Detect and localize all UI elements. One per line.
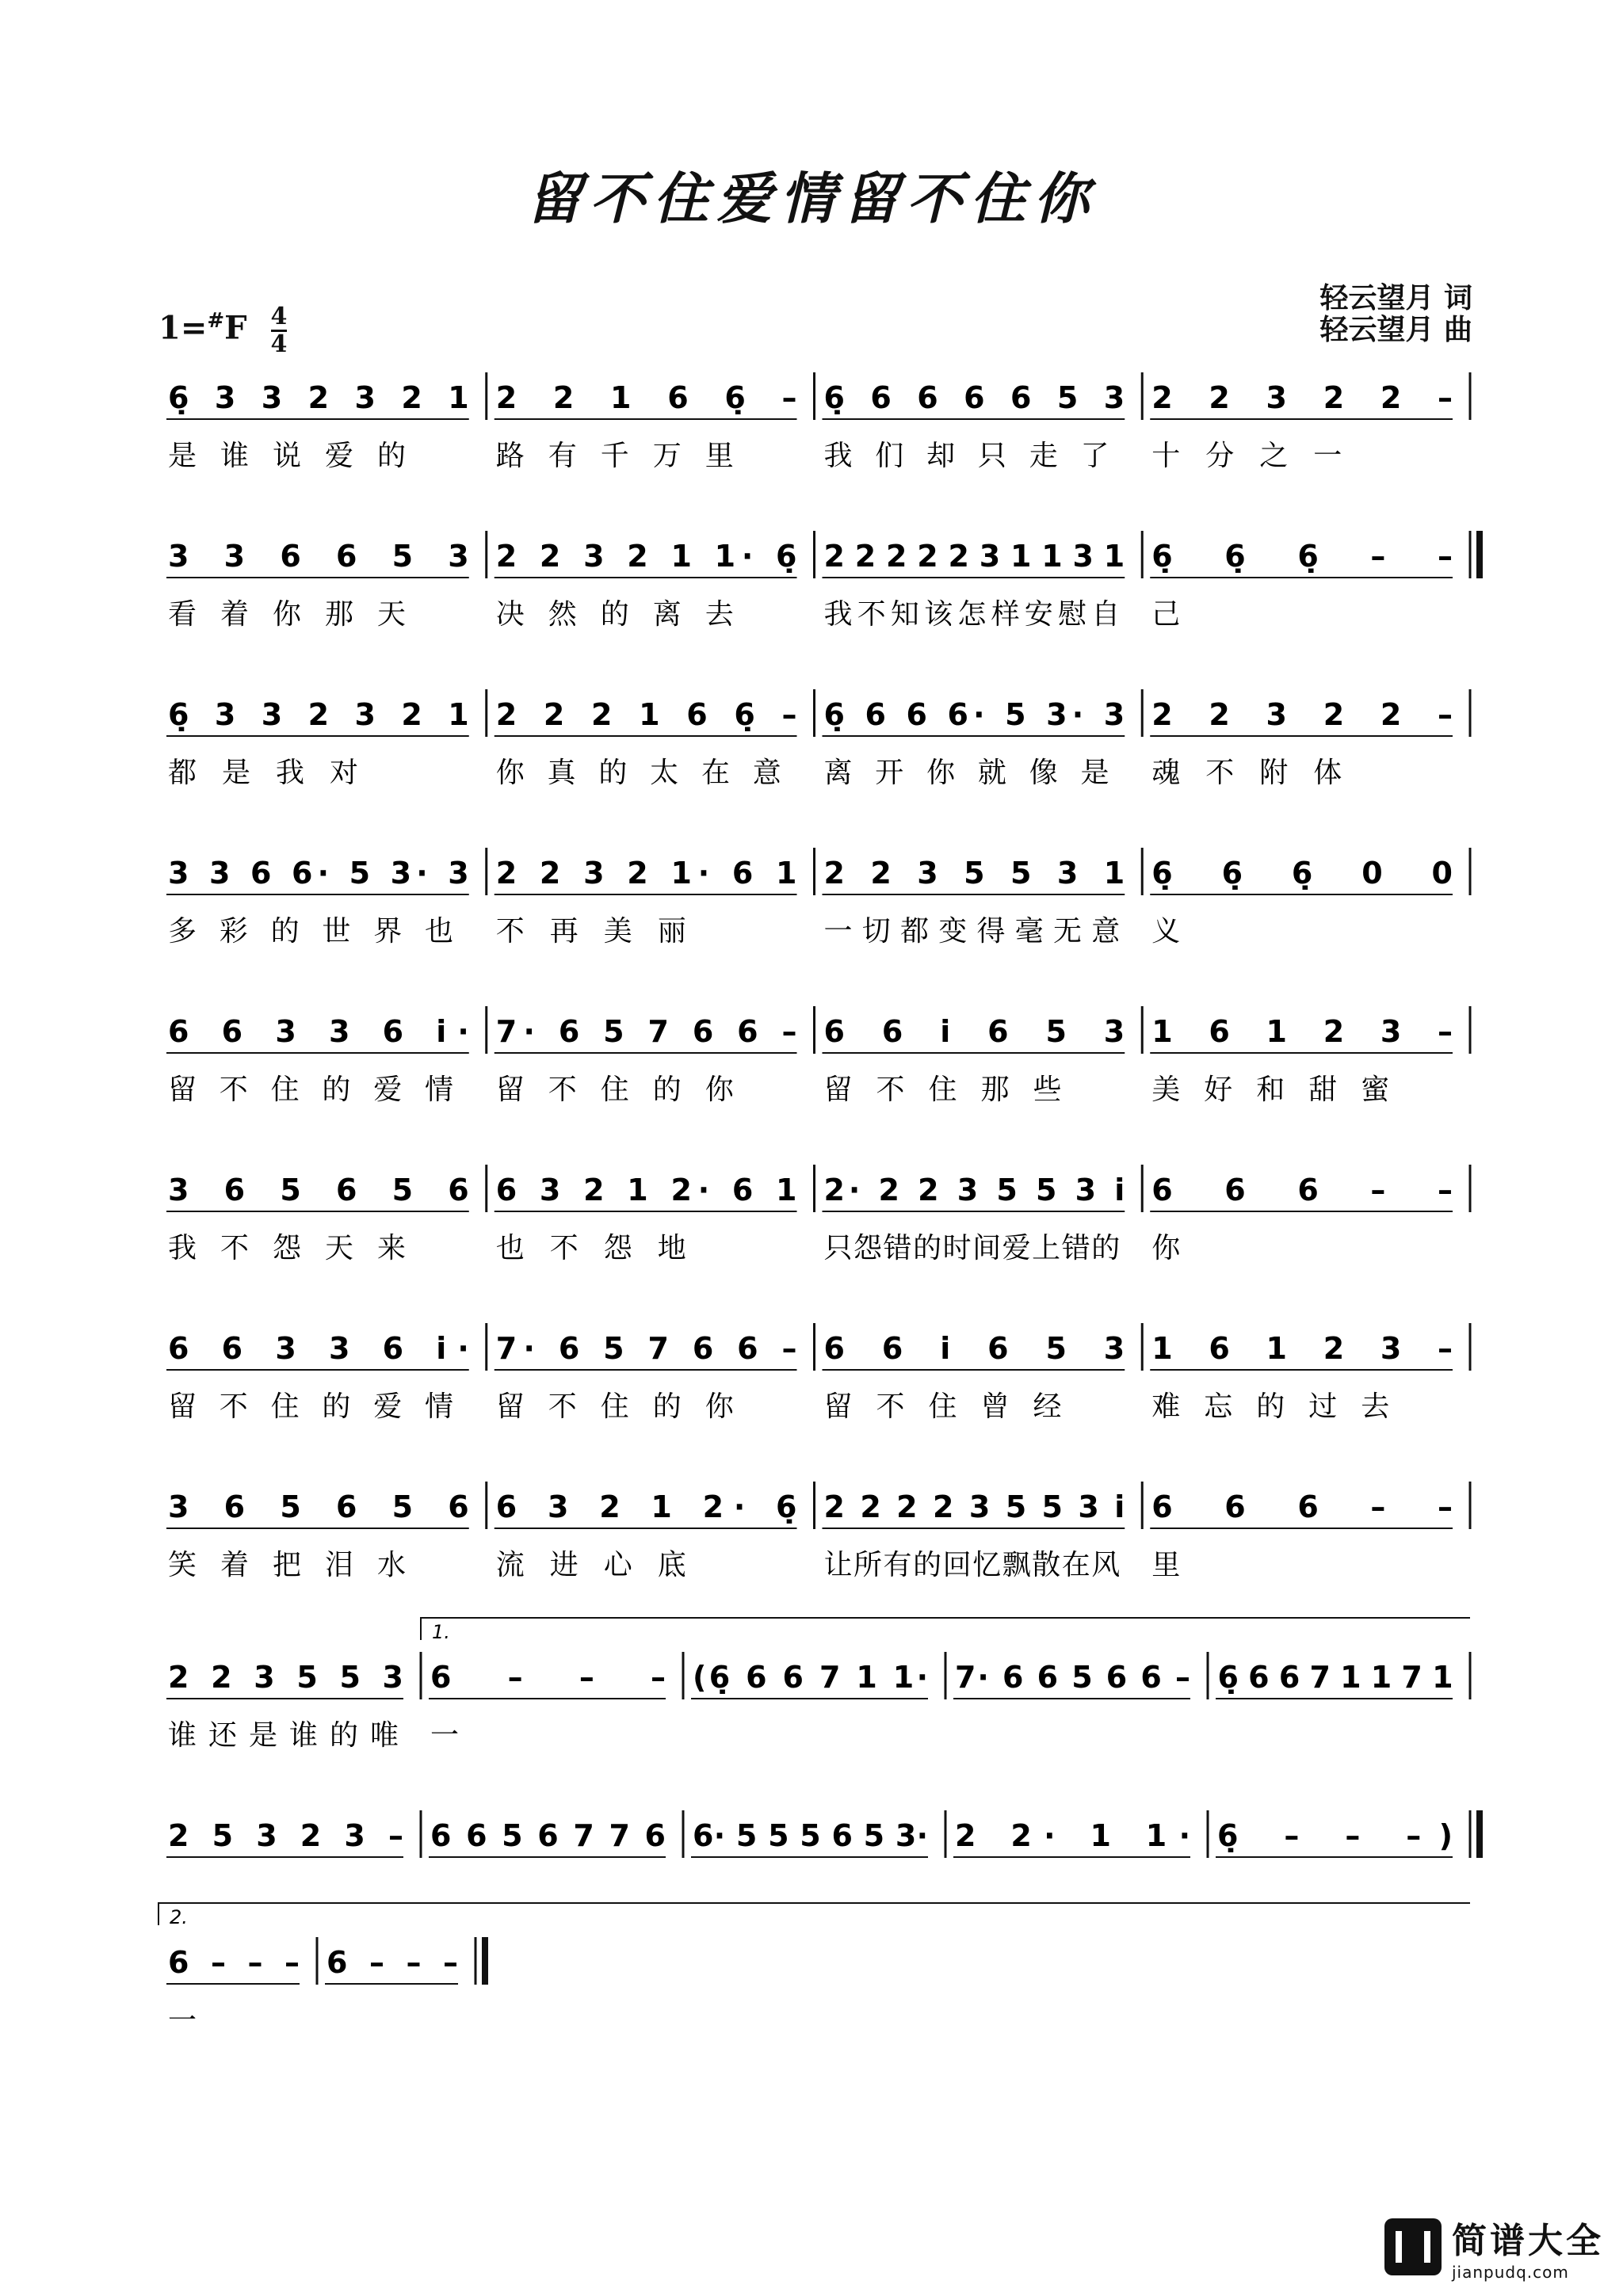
measure-notes: 2 5 3 2 3 –: [168, 1818, 403, 1853]
measure-notes: 6 – – –: [327, 1945, 458, 1980]
measure-notes: 2 2 3 5 5 3 1: [823, 856, 1125, 891]
measure-notes: 6 3 2 1 2· 6̣: [495, 1489, 797, 1524]
measure-notes: 6̣ – – –): [1217, 1818, 1453, 1853]
measure-notes: 6· 5 5 5 6 5 3·: [693, 1818, 928, 1853]
lyric-text: 留不住那些: [823, 1074, 1062, 1106]
measure-notes: 3 6 5 6 5 6: [168, 1489, 469, 1524]
lyric-text: 让所有的回忆飘散在风: [823, 1549, 1121, 1581]
lyric-text: 决然的离去: [495, 598, 734, 631]
measure-notes: 7· 6 5 7 6 6 –: [495, 1014, 797, 1049]
lyric-text: 我不知该怎样安慰自: [823, 598, 1121, 631]
lyric-text: 你: [1151, 1232, 1181, 1264]
lyric-text: 我不怨天来: [168, 1232, 406, 1264]
volta-bracket: [158, 1903, 1470, 1925]
measure-notes: 7· 6 5 7 6 6 –: [495, 1331, 797, 1366]
sharp-sign: #: [207, 309, 225, 334]
lyric-text: 路有千万里: [495, 440, 734, 472]
volta-label: 2.: [170, 1906, 188, 1928]
lyric-text: 我们却只走了: [823, 440, 1109, 472]
measure-notes: 2 2 2 1 6 6̣ –: [495, 697, 797, 732]
measure-notes: 6 6 3 3 6 i·: [168, 1331, 469, 1366]
measure-notes: 2 2 3 2 2 –: [1151, 380, 1453, 415]
measure-notes: 6 – – –: [168, 1945, 300, 1980]
measure-notes: 6̣ 3 3 2 3 2 1: [168, 697, 469, 732]
measure-notes: 6̣ 6̣ 6̣ 0 0: [1151, 856, 1453, 891]
watermark-name: 简谱大全: [1452, 2221, 1604, 2261]
lyric-text: 多彩的世界也: [168, 915, 453, 948]
lyric-text: 离开你就像是: [823, 757, 1109, 789]
measure-notes: 7· 6 6 5 6 6 –: [955, 1660, 1190, 1695]
lyric-text: 美好和甜蜜: [1151, 1074, 1390, 1106]
final-barline: [482, 1937, 488, 1985]
lyric-text: 里: [1151, 1549, 1181, 1581]
lyric-text: 不再美丽: [495, 915, 686, 948]
measure-notes: 6 3 2 1 2· 6 1: [495, 1173, 797, 1207]
lyric-text: 笑着把泪水: [168, 1549, 406, 1581]
measure-notes: 6 6 i 6 5 3: [823, 1331, 1125, 1366]
lyric-text: 留不住的你: [495, 1074, 734, 1106]
lyric-text: 留不住曾经: [823, 1390, 1062, 1423]
lyric-text: 义: [1151, 915, 1181, 948]
lyric-text: 一: [430, 1719, 460, 1752]
volta-bracket: [421, 1618, 1470, 1640]
lyric-text: 留不住的爱情: [168, 1074, 453, 1106]
measure-notes: 1 6 1 2 3 –: [1151, 1331, 1453, 1366]
measure-notes: 2 2 3 5 5 3: [168, 1660, 403, 1695]
measure-notes: 3 3 6 6 5 3: [168, 539, 469, 574]
lyricist-credit: 轻云望月 词: [1319, 282, 1472, 315]
volta-label: 1.: [432, 1621, 450, 1643]
page-title: 留不住爱情留不住你: [526, 166, 1097, 231]
key-label: 1=: [158, 309, 208, 347]
watermark-url: jianpudq.com: [1452, 2263, 1569, 2282]
lyric-text: 你真的太在意: [495, 757, 781, 789]
measure-notes: 6 6 6 – –: [1151, 1173, 1453, 1207]
final-barline: [1476, 1810, 1483, 1858]
lyric-text: 留不住的你: [495, 1390, 734, 1423]
measure-notes: 6 6 5 6 7 7 6: [430, 1818, 666, 1853]
meter-bottom: 4: [270, 330, 288, 358]
measure-notes: 2 2 3 2 1 1· 6̣: [495, 539, 797, 574]
measure-notes: 6 6 6 – –: [1151, 1489, 1453, 1524]
lyric-text: 魂不附体: [1151, 757, 1342, 789]
lyric-text: 只怨错的时间爱上错的: [823, 1232, 1121, 1264]
measure-notes: 6̣ 6 6 6· 5 3· 3: [823, 697, 1125, 732]
lyric-text: 也不怨地: [495, 1232, 686, 1264]
lyric-text: 谁还是谁的唯: [168, 1719, 399, 1752]
measure-notes: 2 2 1 6 6̣ –: [495, 380, 797, 415]
measure-notes: 6 – – –: [430, 1660, 666, 1695]
final-barline: [1476, 531, 1483, 578]
measure-notes: 2 2 3 2 2 –: [1151, 697, 1453, 732]
measure-notes: 6̣ 3 3 2 3 2 1: [168, 380, 469, 415]
watermark: [1384, 2212, 1604, 2282]
lyric-text: 都是我对: [168, 757, 358, 789]
lyric-text: 难忘的过去: [1151, 1390, 1390, 1423]
lyric-text: 看着你那天: [168, 598, 406, 631]
measure-notes: 6̣ 6̣ 6̣ – –: [1151, 539, 1453, 574]
lyric-text: 一: [168, 2004, 197, 2037]
measure-notes: 2· 2 2 3 5 5 3 i: [823, 1173, 1125, 1207]
measure-notes: 3 6 5 6 5 6: [168, 1173, 469, 1207]
measure-notes: 6 6 i 6 5 3: [823, 1014, 1125, 1049]
measure-notes: 3 3 6 6· 5 3· 3: [168, 856, 469, 891]
lyric-text: 十分之一: [1151, 440, 1342, 472]
measure-notes: 6̣ 6 6 6 6 5 3: [823, 380, 1125, 415]
measure-notes: 2 2 2 2 2 3 1 1 3 1: [823, 539, 1125, 574]
measure-notes: 6 6 3 3 6 i·: [168, 1014, 469, 1049]
lyric-text: 是谁说爱的: [168, 440, 406, 472]
measure-notes: 2 2 3 2 1· 6 1: [495, 856, 797, 891]
piano-logo-icon: [1384, 2218, 1442, 2275]
measure-notes: 2 2 2 2 3 5 5 3 i: [823, 1489, 1125, 1524]
meter-top: 4: [270, 303, 288, 330]
measure-notes: 1 6 1 2 3 –: [1151, 1014, 1453, 1049]
lyric-text: 一切都变得毫无意: [823, 915, 1121, 948]
measure-notes: 2 2· 1 1·: [955, 1818, 1190, 1853]
composer-credit: 轻云望月 曲: [1319, 314, 1472, 346]
key-note: F: [224, 309, 247, 347]
measure-notes: (6̣ 6 6 7 1 1·: [693, 1660, 928, 1695]
measure-notes: 6̣ 6 6 7 1 1 7 1: [1217, 1660, 1453, 1695]
lyric-text: 流进心底: [495, 1549, 686, 1581]
lyric-text: 己: [1151, 598, 1181, 631]
lyric-text: 留不住的爱情: [168, 1390, 453, 1423]
